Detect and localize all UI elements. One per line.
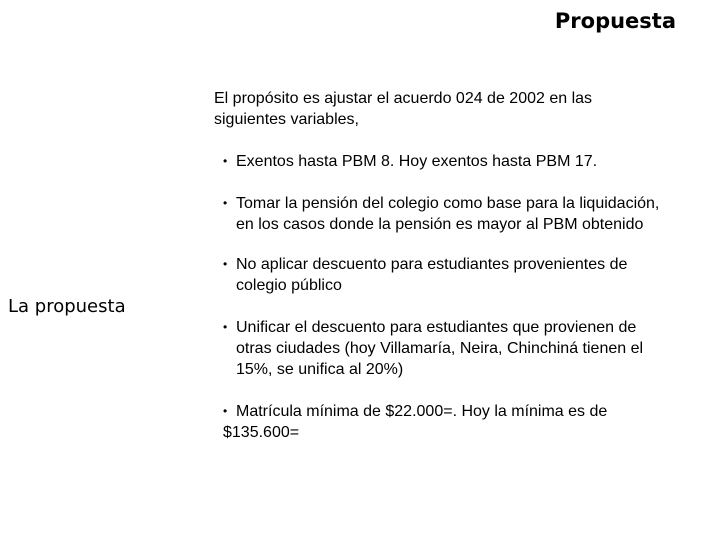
bullet-item [214, 193, 664, 235]
bullet-item [214, 151, 664, 172]
bullet-text: Matrícula mínima de $22.000=. Hoy la mínima es de $135.600= [223, 403, 608, 441]
bullet-text: Exentos hasta PBM 8. Hoy exentos hasta PBM 17. [236, 153, 598, 170]
bullet-text: Unificar el descuento para estudiantes que provienen de otras ciudades (hoy Villamaría, Neira, Chinchiná tienen el 15%, se unifica al 20%) [236, 319, 644, 378]
bullet-item [214, 254, 664, 296]
bullet-text: No aplicar descuento para estudiantes provenientes de colegio público [236, 256, 628, 294]
side-label: La propuesta [8, 296, 126, 317]
bullet-icon: • [223, 320, 228, 334]
bullet-list [214, 151, 664, 443]
intro-paragraph: El propósito es ajustar el acuerdo 024 de 2002 en las siguientes variables, [214, 90, 593, 128]
bullet-item [214, 317, 664, 380]
bullet-icon: • [223, 196, 228, 210]
bullet-text: Tomar la pensión del colegio como base para la liquidación, en los casos donde la pensión es mayor al PBM obtenido [236, 195, 660, 233]
bullet-icon: • [223, 257, 228, 271]
slide-title: Propuesta [554, 9, 676, 33]
bullet-item [214, 401, 664, 443]
bullet-icon: • [223, 404, 228, 418]
bullet-icon: • [223, 154, 228, 168]
